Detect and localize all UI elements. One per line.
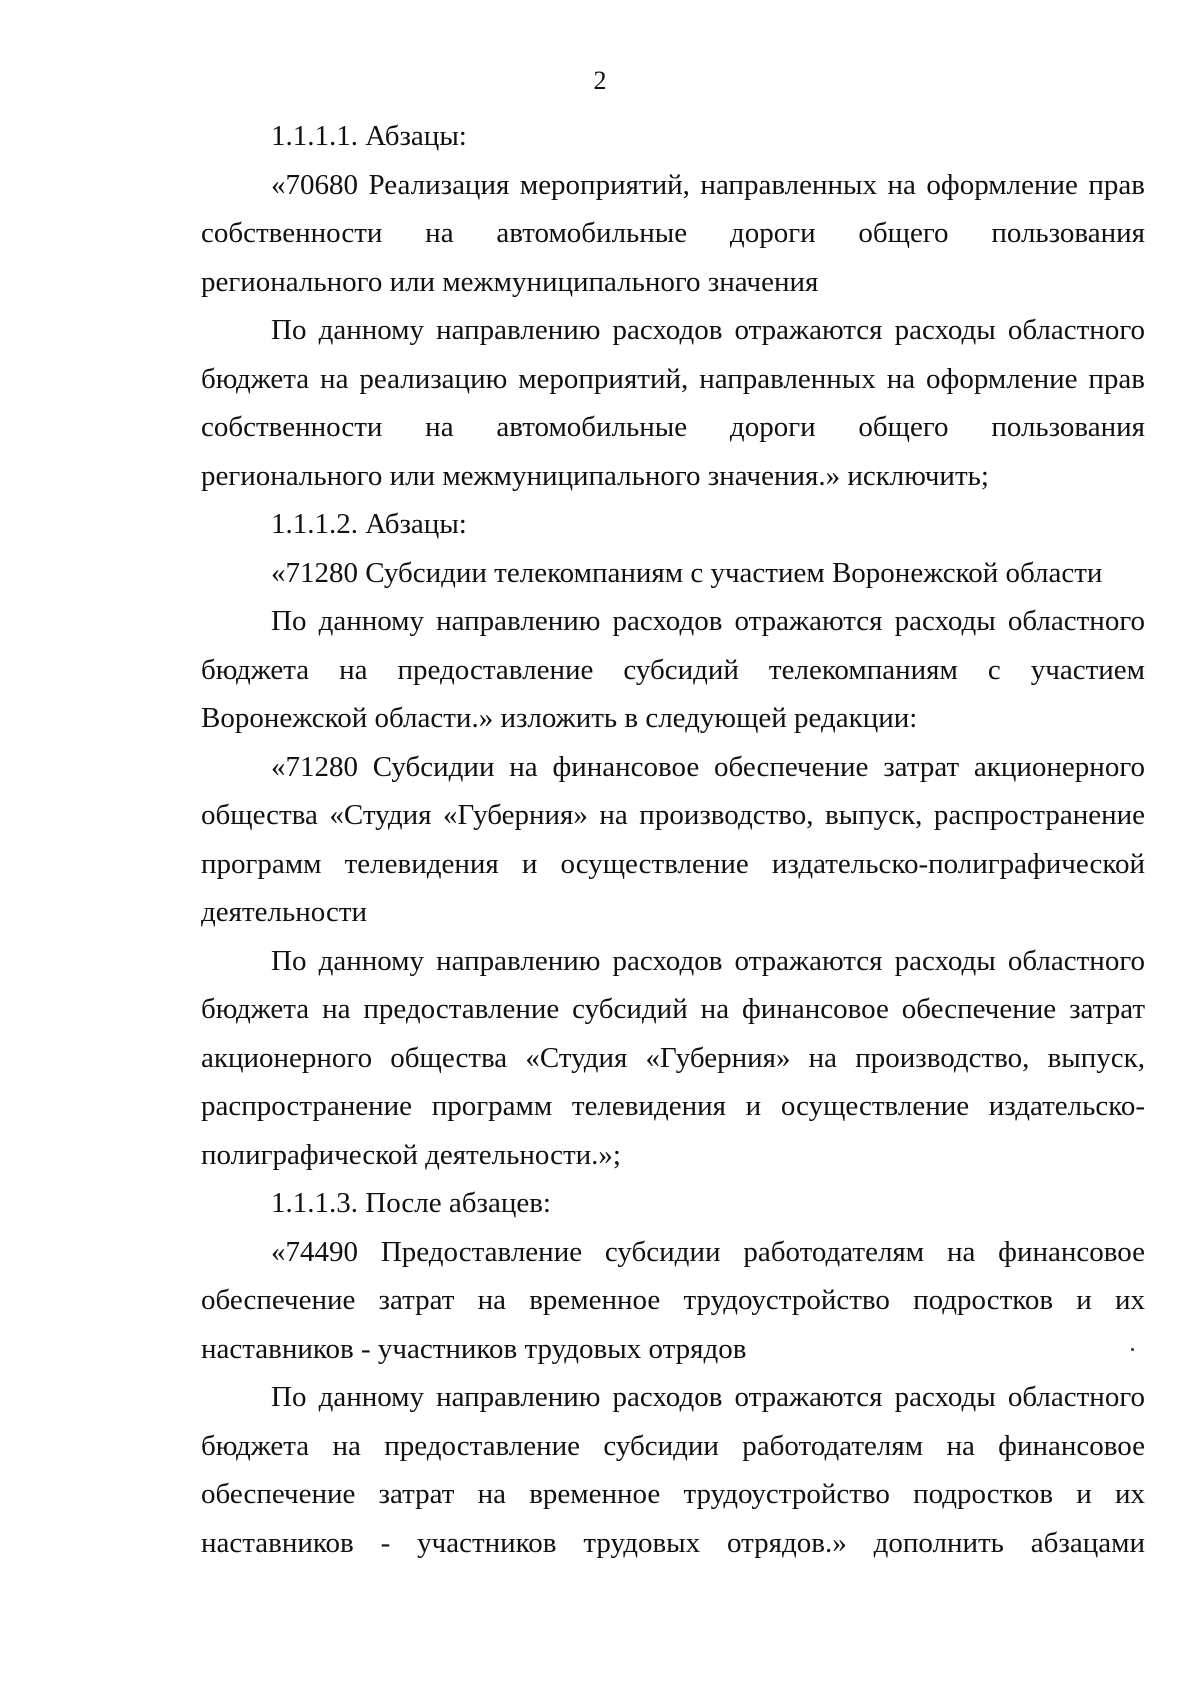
paragraph-71280-old-description: По данному направлению расходов отражаются расходы областного бюджета на предоставление субсидий телекомпаниям с участием Воронежской области.» изложить в следующей редакции: <box>201 605 1145 734</box>
paragraph-quote-70680-heading: «70680 Реализация мероприятий, направленных на оформление прав собственности на автомобильные дороги общего пользования регионального или межмуниципального значения <box>201 168 1145 298</box>
paragraph-section-1-1-1-2: 1.1.1.2. Абзацы: <box>271 508 467 540</box>
paragraph-section-1-1-1-3: 1.1.1.3. После абзацев: <box>271 1187 551 1219</box>
scan-speck <box>1131 1348 1134 1351</box>
paragraph-quote-74490-heading: «74490 Предоставление субсидии работодателям на финансовое обеспечение затрат на временное трудоустройство подростков и их наставников - участников трудовых отрядов <box>201 1235 1145 1365</box>
document-body <box>201 112 1145 1567</box>
paragraph-74490-description: По данному направлению расходов отражаются расходы областного бюджета на предоставление субсидии работодателям на финансовое обеспечение затрат на временное трудоустройство подростков и их наставников - участников трудовых отрядов.» дополнить абзацами <box>201 1381 1145 1559</box>
paragraph-section-1-1-1-1: 1.1.1.1. Абзацы: <box>271 120 467 152</box>
page-number: 2 <box>593 66 607 95</box>
paragraph-71280-new-description: По данному направлению расходов отражаются расходы областного бюджета на предоставление субсидий на финансовое обеспечение затрат акционерного общества «Студия «Губерния» на производство, выпуск, распространение программ телевидения и осуществление издательско-полиграфической деятельности.»; <box>201 944 1145 1171</box>
paragraph-quote-71280-old-heading: «71280 Субсидии телекомпаниям с участием Воронежской области <box>271 556 1103 589</box>
paragraph-70680-description: По данному направлению расходов отражаются расходы областного бюджета на реализацию мероприятий, направленных на оформление прав собственности на автомобильные дороги общего пользования регионального или межмуниципального значения.» исключить; <box>201 314 1145 492</box>
paragraph-quote-71280-new-heading: «71280 Субсидии на финансовое обеспечение затрат акционерного общества «Студия «Губерния» на производство, выпуск, распространение программ телевидения и осуществление издательско-полиграфической деятельности <box>201 750 1145 928</box>
